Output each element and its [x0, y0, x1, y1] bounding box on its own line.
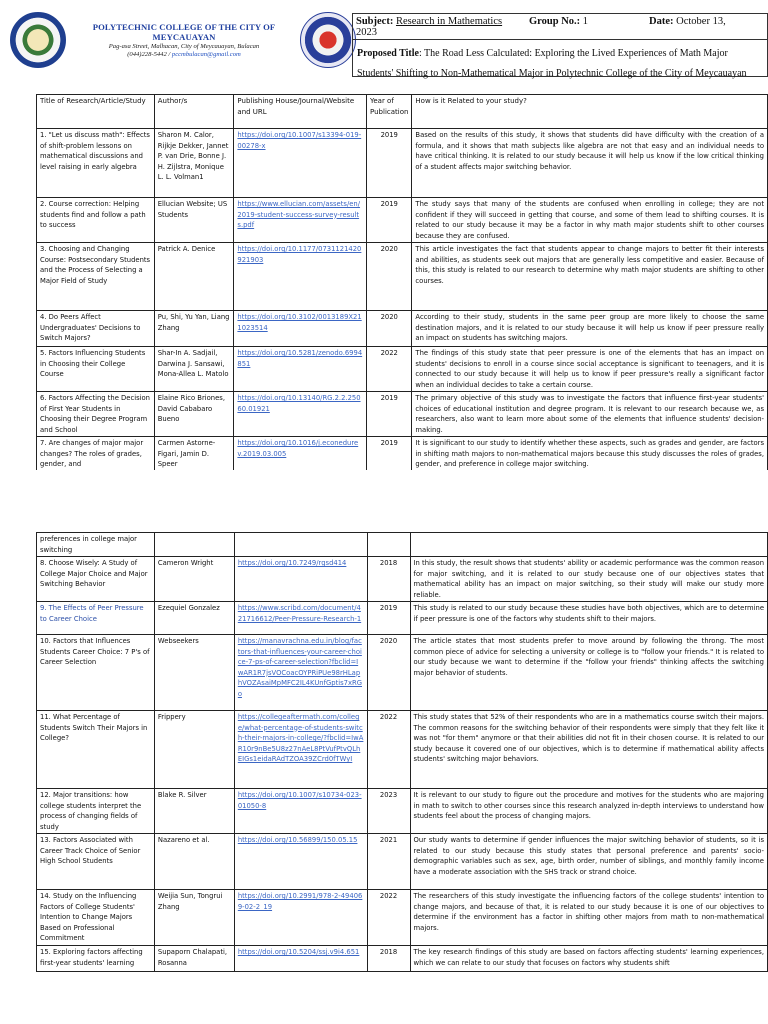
row-year: 2019: [367, 129, 412, 198]
proposed-title: [357, 44, 765, 84]
subject-box: [352, 13, 768, 77]
row-authors: Cameron Wright: [154, 557, 234, 602]
table-row: [37, 557, 768, 602]
row-relation: The study says that many of the students are confused when enrolling in college; they are not confident if they will succeed in getting that course, and some of them lead to shifting courses. It is related to our study because it may be a factor in why math major students shift to other courses because they are confused.: [412, 198, 768, 243]
row-year: 2020: [367, 243, 412, 311]
subject-field: [356, 16, 506, 28]
college-info: [72, 22, 296, 58]
table-row: [37, 243, 768, 311]
row-year: 2018: [367, 946, 410, 972]
header-year: Year of Publication: [367, 95, 412, 129]
date-field: [649, 16, 726, 27]
row-authors: Ellucian Website; US Students: [154, 198, 234, 243]
row-title: 4. Do Peers Affect Undergraduates' Decisions to Switch Majors?: [37, 311, 155, 347]
row-authors: Supaporn Chalapati, Rosanna: [154, 946, 234, 972]
row-relation: It is significant to our study to identify whether these aspects, such as grades and gender, are factors in shifting math majors to non-mathematical majors because this study discusses the roles of grades, gender, and preference in college major switching.: [412, 437, 768, 473]
subject-label: Subject:: [356, 16, 394, 27]
row-authors: Webseekers: [154, 635, 234, 711]
row-year: 2022: [367, 711, 410, 789]
row-authors: Blake R. Silver: [154, 789, 234, 834]
row-authors: Ezequiel Gonzalez: [154, 602, 234, 635]
row-title: preferences in college major switching: [37, 533, 155, 557]
row-title: 9. The Effects of Peer Pressure to Career Choice: [37, 602, 155, 635]
row-url-link[interactable]: https://doi.org/10.1177/0731121420921903: [237, 245, 362, 264]
subject-row: [353, 14, 767, 40]
table-row: [37, 392, 768, 437]
row-year: 2019: [367, 198, 412, 243]
row-relation: The findings of this study state that peer pressure is one of the elements that has an impact on students' decisions to enroll in a course since social acceptance is significant to teenagers, and it is connected to our study because it will help us to know if peer pressure's really a significant factor when an individual decides to take a certain course.: [412, 347, 768, 392]
row-url-link[interactable]: https://collegeaftermath.com/college/what-percentage-of-students-switch-their-majors-in-college/?fbclid=IwAR10r9nBe5U8z27nAeL8PtVufPtvQLhEIGs1eidaRAdTZOA39ZCrd0fTWyI: [237, 713, 364, 763]
table-row: [37, 311, 768, 347]
row-year: 2023: [367, 789, 410, 834]
row-authors: Nazareno et al.: [154, 834, 234, 890]
row-relation: This study states that 52% of their respondents who are in a mathematics course switch their majors. The common reasons for the switching behavior of their respondents were simply that they felt like it was not "for them" anymore or that their abilities did not fit in their chosen course. It is related to our study because it covered one of our objectives, which is to determine if mathematical ability affects students' switching major behaviors.: [410, 711, 767, 789]
header-relation: How is it Related to your study?: [412, 95, 768, 129]
row-url-link[interactable]: https://doi.org/10.1016/j.econedurev.2019.03.005: [237, 439, 359, 458]
college-phone: (044)228-5442 /: [127, 51, 171, 58]
table-row: [37, 129, 768, 198]
row-authors: [154, 533, 234, 557]
table-row: [37, 834, 768, 890]
row-url-link[interactable]: https://www.scribd.com/document/421716612/Peer-Pressure-Research-1: [237, 604, 362, 623]
row-relation: The researchers of this study investigate the influencing factors of the college students' intention to change majors, and because of that, it is related to our study because it is one of our objectives to determine if the environment has a factor in shifting other majors from math to non-mathematical majors.: [410, 890, 767, 946]
row-title: 8. Choose Wisely: A Study of College Major Choice and Major Switching Behavior: [37, 557, 155, 602]
row-url-link[interactable]: https://doi.org/10.13140/RG.2.2.25060.01921: [237, 394, 361, 413]
header-authors: Author/s: [154, 95, 234, 129]
row-relation: This study is related to our study because these studies have both objectives, which are to determine if peer pressure is one of the factors why students shift to their majors.: [410, 602, 767, 635]
row-title: 7. Are changes of major major changes? The roles of grades, gender, and: [37, 437, 155, 473]
row-url-link[interactable]: https://manavrachna.edu.in/blog/factors-that-influences-your-career-choice-7-ps-of-career-selection?fbclid=IwAR1R7jsVOCoacOYPRiPUe98rHLaphVOZAsaiMpMFC2IL4KUnfGptis7xRGo: [237, 637, 363, 698]
row-relation: The primary objective of this study was to investigate the factors that influence first-year students' choices of educational institution and degree program. It is relevant to our research because we, as researchers, also want to learn more about some of the elements that influence students' decision-making.: [412, 392, 768, 437]
row-url-link[interactable]: https://doi.org/10.5204/ssj.v9i4.651: [237, 948, 360, 956]
row-authors: Patrick A. Denice: [154, 243, 234, 311]
row-url-link[interactable]: https://doi.org/10.2991/978-2-494069-02-2_19: [237, 892, 363, 911]
row-year: [367, 533, 410, 557]
table-row: [37, 533, 768, 557]
proposed-title-text: : The Road Less Calculated: Exploring the Lived Experiences of Math Major Students' Shifting to Non-Mathematical Major in Polytechnic College of the City of Meycauayan: [357, 48, 747, 79]
row-relation: It is relevant to our study to figure out the procedure and motives for the students who are majoring in math to switch to other courses since this research analyzed in-depth interviews to understand how students feel about the process of changing majors.: [410, 789, 767, 834]
row-relation: According to their study, students in the same peer group are more likely to choose the same destination majors, and it is related to our study because it will help us know if peer pressure really an impact on students has switching majors.: [412, 311, 768, 347]
row-title: 13. Factors Associated with Career Track Choice of Senior High School Students: [37, 834, 155, 890]
row-url-link[interactable]: https://doi.org/10.7249/rgsd414: [237, 559, 347, 567]
document-header: [0, 0, 768, 80]
table-header-row: [37, 95, 768, 129]
table-row: [37, 602, 768, 635]
row-year: 2022: [367, 347, 412, 392]
header-publisher: Publishing House/Journal/Website and URL: [234, 95, 367, 129]
college-email: pccmbulacan@gmail.com: [171, 51, 241, 58]
date-label: Date:: [649, 16, 674, 27]
row-url-link[interactable]: https://doi.org/10.56899/150.05.15: [237, 836, 358, 844]
row-title: 2. Course correction: Helping students find and follow a path to success: [37, 198, 155, 243]
row-year: 2019: [367, 392, 412, 437]
row-authors: Frippery: [154, 711, 234, 789]
page-2: [0, 530, 768, 1024]
row-authors: Pu, Shi, Yu Yan, Liang Zhang: [154, 311, 234, 347]
row-year: 2020: [367, 311, 412, 347]
row-title: 3. Choosing and Changing Course: Postsecondary Students and the Process of Selecting a Major Field of Study: [37, 243, 155, 311]
table-row: [37, 347, 768, 392]
literature-table-continued: [36, 532, 768, 972]
row-authors: Weijia Sun, Tongrui Zhang: [154, 890, 234, 946]
row-title: 15. Exploring factors affecting first-year students' learning: [37, 946, 155, 972]
row-relation: The article states that most students prefer to move around by following the throng. The most common piece of advice for selecting a university or college is to "follow your friends." It is related to our study because we want to determine if the "follow your friends" thinking affects the switching major behavior of students.: [410, 635, 767, 711]
row-year: 2021: [367, 834, 410, 890]
row-url-link[interactable]: https://doi.org/10.5281/zenodo.6994851: [237, 349, 363, 368]
literature-table: [36, 94, 768, 473]
row-year: 2019: [367, 437, 412, 473]
row-year: 2018: [367, 557, 410, 602]
row-relation: The key research findings of this study are based on factors affecting students' learning experiences, which we can relate to our study that focuses on factors why students shift: [410, 946, 767, 972]
group-field: [529, 16, 588, 27]
header-title: Title of Research/Article/Study: [37, 95, 155, 129]
row-relation: Based on the results of this study, it shows that students did have difficulty with the creation of a formula, and it shows that math subjects like algebra are not that easy and an individual needs to have critical thinking. It is related to our study because it will help us know if the low critical thinking of a student affects major switching behavior.: [412, 129, 768, 198]
table-row: [37, 711, 768, 789]
table-row: [37, 789, 768, 834]
college-name: POLYTECHNIC COLLEGE OF THE CITY OF MEYCAUAYAN: [92, 22, 276, 42]
row-title: 5. Factors Influencing Students in Choosing their College Course: [37, 347, 155, 392]
row-title: 12. Major transitions: how college students interpret the process of changing fields of study: [37, 789, 155, 834]
date-value: October 13,: [676, 16, 726, 27]
group-label: Group No.:: [529, 16, 581, 27]
row-year: 2019: [367, 602, 410, 635]
subject-value: Research in Mathematics: [395, 16, 503, 27]
row-authors: Shar-In A. Sadjail, Darwina J. Sansawi, Mona-Allea L. Matolo: [154, 347, 234, 392]
college-contact: [72, 51, 296, 58]
page-1: [0, 0, 768, 470]
row-url-link[interactable]: https://doi.org/10.3102/0013189X211023514: [237, 313, 362, 332]
table-row: [37, 198, 768, 243]
row-authors: Elaine Rico Briones, David Cababaro Bueno: [154, 392, 234, 437]
table-row: [37, 890, 768, 946]
date-year: 2023: [356, 27, 377, 38]
college-address: Pag-asa Street, Malhacan, City of Meycauayan, Bulacan: [108, 43, 260, 50]
row-title: 6. Factors Affecting the Decision of First Year Students in Choosing their Degree Program and School: [37, 392, 155, 437]
college-seal-logo: [10, 12, 66, 68]
row-title: 1. "Let us discuss math": Effects of shift-problem lessons on mathematical discussions and level raising in early algebra: [37, 129, 155, 198]
row-authors: Sharon M. Calor, Rijkje Dekker, Jannet P. van Drie, Bonne J. H. Zijlstra, Monique L. L. Volman1: [154, 129, 234, 198]
table-row: [37, 946, 768, 972]
row-year: 2020: [367, 635, 410, 711]
page-gap: [0, 470, 768, 530]
row-title: 11. What Percentage of Students Switch Their Majors in College?: [37, 711, 155, 789]
city-seal-logo: [300, 12, 356, 68]
row-relation: In this study, the result shows that students' ability or academic performance was the common reason for major switching, and it is related to our study because one of our objectives states that mathematical ability has an impact on major switching, so their study will make our study more reliable.: [410, 557, 767, 602]
row-url-link[interactable]: https://doi.org/10.1007/s13394-019-00278-x: [237, 131, 362, 150]
table-row: [37, 635, 768, 711]
group-value: 1: [582, 16, 589, 27]
row-relation: [410, 533, 767, 557]
row-relation: Our study wants to determine if gender influences the major switching behavior of students, so it is related to our study because this study states that personal preference and parents' socio-demographic variables such as sex, age, birth order, number of siblings, and monthly family income have a moderate association with the SHS track or strand choice.: [410, 834, 767, 890]
row-url-link[interactable]: https://doi.org/10.1007/s10734-023-01050-8: [237, 791, 362, 810]
row-title: 14. Study on the Influencing Factors of College Students' Intention to Change Majors Based on Professional Commitment: [37, 890, 155, 946]
proposed-title-label: Proposed Title: [357, 48, 419, 59]
row-url-link[interactable]: https://www.ellucian.com/assets/en/2019-student-success-survey-results.pdf: [237, 200, 361, 229]
row-relation: This article investigates the fact that students appear to change majors to better fit their interests and abilities, as students seek out majors that are generally less competitive and easier. Because of this, this study is related to our research to determine why math major students are shifting to other courses.: [412, 243, 768, 311]
row-year: 2022: [367, 890, 410, 946]
row-title: 10. Factors that Influences Students Career Choice: 7 P's of Career Selection: [37, 635, 155, 711]
table-row: [37, 437, 768, 473]
row-authors: Carmen Astorne-Figari, Jamin D. Speer: [154, 437, 234, 473]
